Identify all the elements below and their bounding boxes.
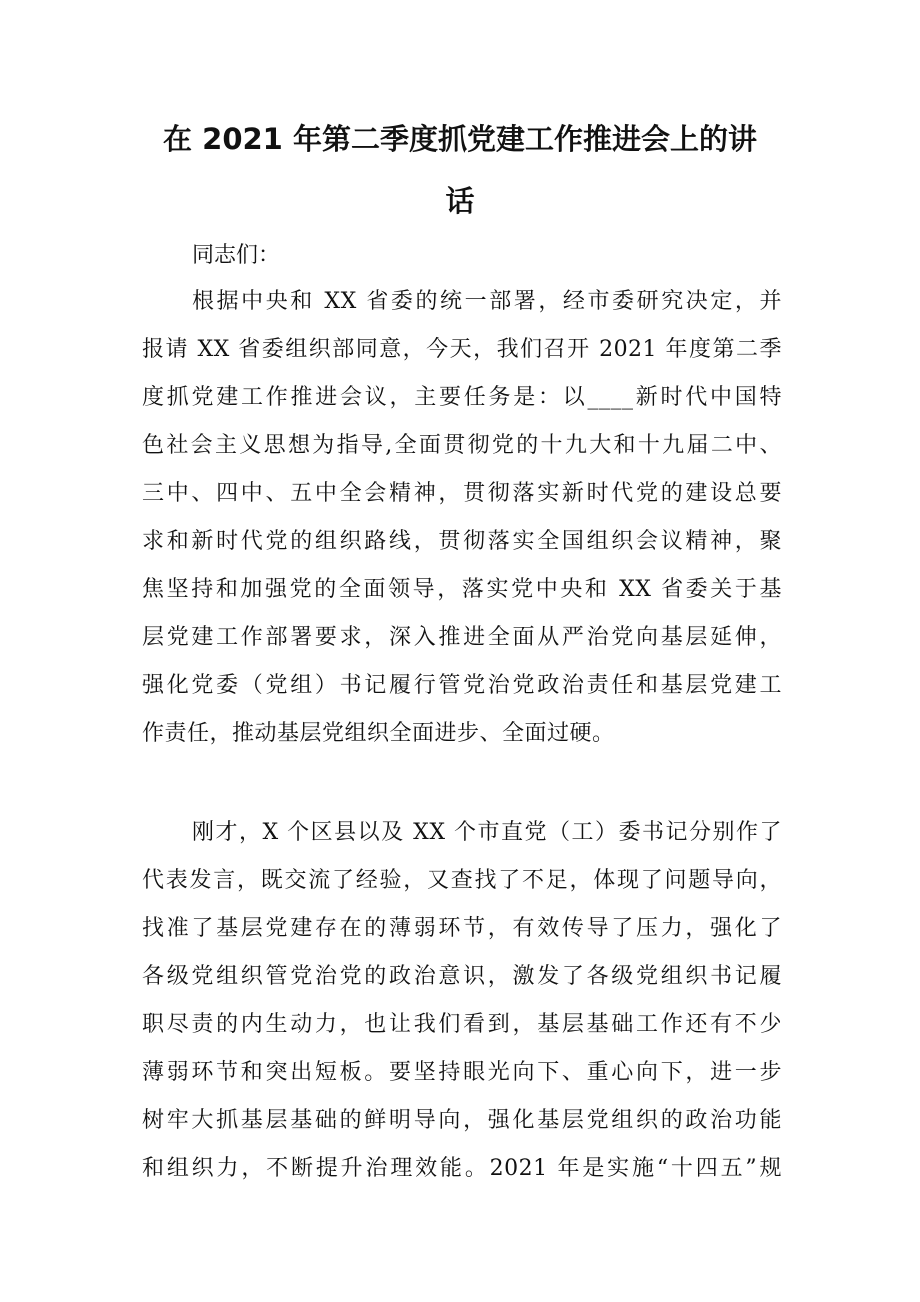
text-line: 度抓党建工作推进会议，主要任务是：以____新时代中国特	[142, 385, 782, 410]
text-line: 作责任，推动基层党组织全面进步、全面过硬。	[142, 721, 615, 746]
paragraph-2	[142, 809, 782, 1193]
greeting: 同志们：	[192, 243, 281, 268]
text-line: 焦坚持和加强党的全面领导，落实党中央和 XX 省委关于基	[142, 577, 782, 602]
text-line: 职尽责的内生动力，也让我们看到，基层基础工作还有不少	[142, 1012, 782, 1037]
text-line: 刚才，X 个区县以及 XX 个市直党（工）委书记分别作了	[192, 820, 782, 845]
text-line: 报请 XX 省委组织部同意，今天，我们召开 2021 年度第二季	[142, 337, 782, 362]
text-line: 强化党委（党组）书记履行管党治党政治责任和基层党建工	[142, 673, 782, 698]
text-line: 薄弱环节和突出短板。要坚持眼光向下、重心向下，进一步	[142, 1060, 782, 1085]
text-line: 和组织力，不断提升治理效能。2021 年是实施“十四五”规	[142, 1156, 782, 1181]
text-line: 层党建工作部署要求，深入推进全面从严治党向基层延伸，	[142, 625, 782, 650]
title-line-2: 话	[445, 184, 475, 218]
text-line: 根据中央和 XX 省委的统一部署，经市委研究决定，并	[192, 289, 782, 314]
text-line: 各级党组织管党治党的政治意识，激发了各级党组织书记履	[142, 964, 782, 989]
text-line: 求和新时代党的组织路线，贯彻落实全国组织会议精神，聚	[142, 529, 782, 554]
text-line: 找准了基层党建存在的薄弱环节，有效传导了压力，强化了	[142, 916, 782, 941]
paragraph-1	[142, 278, 782, 758]
text-line: 树牢大抓基层基础的鲜明导向，强化基层党组织的政治功能	[142, 1108, 782, 1133]
text-line: 三中、四中、五中全会精神，贯彻落实新时代党的建设总要	[142, 481, 782, 506]
document-title	[140, 108, 780, 232]
title-line-1: 在 2021 年第二季度抓党建工作推进会上的讲	[163, 122, 757, 156]
text-line: 色社会主义思想为指导,全面贯彻党的十九大和十九届二中、	[142, 433, 782, 458]
text-line: 代表发言，既交流了经验，又查找了不足，体现了问题导向，	[142, 868, 782, 893]
